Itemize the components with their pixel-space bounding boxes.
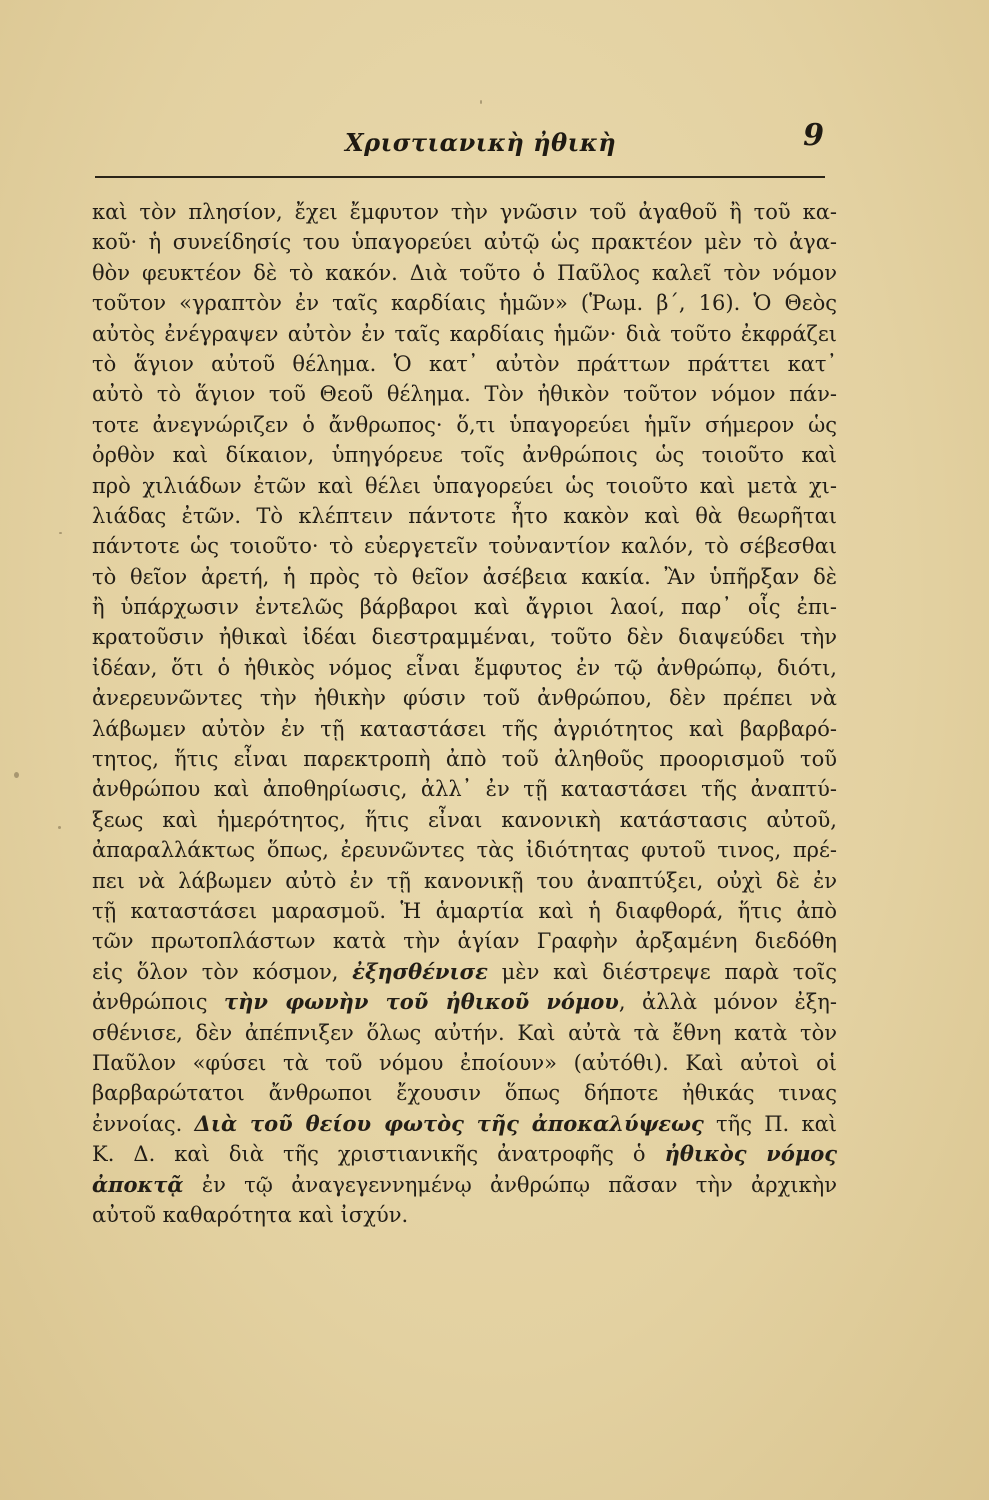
- text-line: αὐτὸς ἐνέγραψεν αὐτὸν ἐν ταῖς καρδίαις ἡμῶν· διὰ τοῦτο ἐκφράζει: [92, 321, 837, 346]
- text-line: τῇ καταστάσει μαρασμοῦ. Ἡ ἁμαρτία καὶ ἡ διαφθορά, ἥτις ἀπὸ: [92, 898, 837, 923]
- text-run: τῆς Π. καὶ: [703, 1111, 837, 1136]
- emphasis-run: ἐξησθένισε: [352, 958, 488, 984]
- text-line: καὶ τὸν πλησίον, ἔχει ἔμφυτον τὴν γνῶσιν τοῦ ἀγαθοῦ ἢ τοῦ κα-: [92, 200, 837, 224]
- text-line: ἢ ὑπάρχωσιν ἐντελῶς βάρβαροι καὶ ἄγριοι λαοί, παρ᾿ οἷς ἐπι-: [92, 595, 837, 620]
- text-line: ἀπαραλλάκτως ὅπως, ἐρευνῶντες τὰς ἰδιότητας φυτοῦ τινος, πρέ-: [92, 838, 837, 863]
- text-line: [92, 987, 837, 1017]
- text-line: τὸ ἅγιον αὐτοῦ θέλημα. Ὁ κατ᾿ αὐτὸν πράττων πράττει κατ᾿: [92, 351, 837, 376]
- text-line: τὸ θεῖον ἀρετή, ἡ πρὸς τὸ θεῖον ἀσέβεια κακία. Ἂν ὑπῆρξαν δὲ: [92, 564, 837, 589]
- paper-speck: [58, 826, 61, 829]
- text-line: πρὸ χιλιάδων ἐτῶν καὶ θέλει ὑπαγορεύει ὡς τοιοῦτο καὶ μετὰ χι-: [92, 473, 837, 498]
- text-line: σθένισε, δὲν ἀπέπνιξεν ὅλως αὐτήν. Καὶ αὐτὰ τὰ ἔθνη κατὰ τὸν: [92, 1020, 837, 1045]
- text-line: ὀρθὸν καὶ δίκαιον, ὑπηγόρευε τοῖς ἀνθρώποις ὡς τοιοῦτο καὶ: [92, 443, 837, 468]
- running-head: [95, 118, 824, 178]
- text-line: [92, 1139, 837, 1169]
- text-line: τοτε ἀνεγνώριζεν ὁ ἄνθρωπος· ὅ,τι ὑπαγορεύει ἡμῖν σήμερον ὡς: [92, 412, 837, 437]
- paper-speck: [480, 100, 482, 104]
- text-run: , ἀλλὰ μόνον ἐξη-: [618, 990, 837, 1015]
- text-run: Κ. Δ. καὶ διὰ τῆς χριστιανικῆς ἀνατροφῆς ὁ: [92, 1142, 665, 1167]
- paper-speck: [59, 532, 62, 534]
- text-line: [92, 1109, 837, 1139]
- text-run: ἐν τῷ ἀναγεγεννημένῳ ἀνθρώπῳ πᾶσαν τὴν ἀρχικὴν: [183, 1172, 837, 1197]
- text-line: τητος, ἥτις εἶναι παρεκτροπὴ ἀπὸ τοῦ ἀληθοῦς προορισμοῦ τοῦ: [92, 747, 837, 772]
- text-line: [92, 957, 837, 987]
- text-line: Παῦλον «φύσει τὰ τοῦ νόμου ἐποίουν» (αὐτόθι). Καὶ αὐτοὶ οἱ: [92, 1050, 837, 1075]
- text-line: τῶν πρωτοπλάστων κατὰ τὴν ἁγίαν Γραφὴν ἀρξαμένη διεδόθη: [92, 929, 837, 954]
- text-line: πάντοτε ὡς τοιοῦτο· τὸ εὐεργετεῖν τοὐναντίον καλόν, τὸ σέβεσθαι: [92, 534, 837, 559]
- emphasis-run: ἠθικὸς νόμος: [664, 1141, 837, 1167]
- text-run: ἀνθρώποις: [92, 990, 224, 1015]
- text-line: λάβωμεν αὐτὸν ἐν τῇ καταστάσει τῆς ἀγριότητος καὶ βαρβαρό-: [92, 716, 837, 741]
- text-line: λιάδας ἐτῶν. Τὸ κλέπτειν πάντοτε ἦτο κακὸν καὶ θὰ θεωρῆται: [92, 503, 837, 528]
- text-line: ἀνερευνῶντες τὴν ἠθικὴν φύσιν τοῦ ἀνθρώπου, δὲν πρέπει νὰ: [92, 686, 837, 711]
- text-run: εἰς ὅλον τὸν κόσμον,: [92, 959, 353, 984]
- header-rule: [95, 176, 825, 178]
- paper-speck: [14, 772, 19, 778]
- page-number: 9: [803, 118, 824, 153]
- text-line: θὸν φευκτέον δὲ τὸ κακόν. Διὰ τοῦτο ὁ Παῦλος καλεῖ τὸν νόμον: [92, 260, 837, 285]
- body-text: [92, 197, 837, 1230]
- running-title: Χριστιανικὴ ἠθικὴ: [345, 128, 617, 157]
- text-line: ξεως καὶ ἡμερότητος, ἥτις εἶναι κανονικὴ κατάστασις αὐτοῦ,: [92, 807, 837, 832]
- text-run: μὲν καὶ διέστρεψε παρὰ τοῖς: [487, 959, 837, 984]
- text-line: αὐτοῦ καθαρότητα καὶ ἰσχύν.: [92, 1202, 409, 1227]
- text-line: [92, 1170, 837, 1200]
- emphasis-run: Διὰ τοῦ θείου φωτὸς τῆς ἀποκαλύψεως: [194, 1110, 704, 1136]
- text-run: ἐννοίας.: [92, 1111, 195, 1136]
- text-line: κρατοῦσιν ἠθικαὶ ἰδέαι διεστραμμέναι, τοῦτο δὲν διαψεύδει τὴν: [92, 625, 837, 650]
- text-line: τοῦτον «γραπτὸν ἐν ταῖς καρδίαις ἡμῶν» (Ῥωμ. β΄, 16). Ὁ Θεὸς: [92, 291, 837, 316]
- text-line: πει νὰ λάβωμεν αὐτὸ ἐν τῇ κανονικῇ του ἀναπτύξει, οὐχὶ δὲ ἐν: [92, 868, 837, 893]
- emphasis-run: ἀποκτᾷ: [92, 1171, 184, 1197]
- emphasis-run: τὴν φωνὴν τοῦ ἠθικοῦ νόμου: [224, 989, 619, 1015]
- text-line: κοῦ· ἡ συνείδησίς του ὑπαγορεύει αὐτῷ ὡς πρακτέον μὲν τὸ ἀγα-: [92, 230, 837, 255]
- text-line: ἰδέαν, ὅτι ὁ ἠθικὸς νόμος εἶναι ἔμφυτος ἐν τῷ ἀνθρώπῳ, διότι,: [92, 655, 837, 680]
- text-line: αὐτὸ τὸ ἅγιον τοῦ Θεοῦ θέλημα. Τὸν ἠθικὸν τοῦτον νόμον πάν-: [92, 382, 837, 407]
- text-line: βαρβαρώτατοι ἄνθρωποι ἔχουσιν ὅπως δήποτε ἠθικάς τινας: [92, 1081, 837, 1106]
- text-line: ἀνθρώπου καὶ ἀποθηρίωσις, ἀλλ᾿ ἐν τῇ καταστάσει τῆς ἀναπτύ-: [92, 777, 837, 802]
